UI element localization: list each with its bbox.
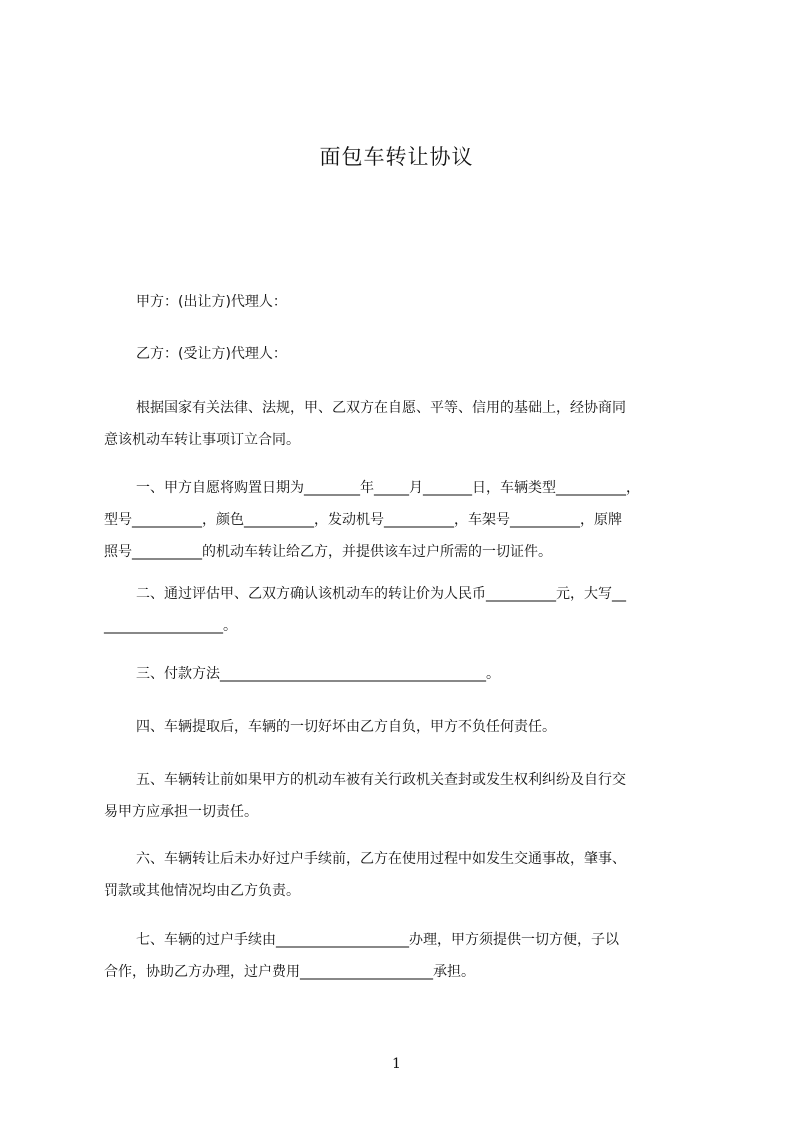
party-b-text: 乙方：(受让方)代理人： [136, 346, 287, 362]
clause-6-line-2: 罚款或其他情况均由乙方负责。 [104, 883, 300, 899]
document-title: 面包车转让协议 [319, 145, 474, 169]
clause-1-line-2: 型号__________，颜色__________，发动机号__________，车架号__________，原牌 [104, 512, 622, 528]
page-number: 1 [392, 1056, 401, 1072]
clause-5-line-1: 五、车辆转让前如果甲方的机动车被有关行政机关查封或发生权利纠纷及自行交 [136, 772, 626, 788]
clause-2-line-2: _________________。 [104, 618, 237, 634]
clause-1-line-3: 照号__________的机动车转让给乙方，并提供该车过户所需的一切证件。 [104, 544, 552, 560]
clause-1-line-1: 一、甲方自愿将购置日期为________年_____月_______日，车辆类型__________， [136, 480, 640, 496]
clause-3-text: 三、付款方法______________________________________。 [136, 666, 500, 682]
clause-7-line-2: 合作，协助乙方办理，过户费用___________________承担。 [104, 964, 475, 980]
party-a-line [104, 286, 704, 318]
clause-2-line-1: 二、通过评估甲、乙双方确认该机动车的转让价为人民币__________元，大写__ [136, 586, 626, 602]
clause-3-paragraph [104, 658, 704, 690]
preamble-line-2: 意该机动车转让事项订立合同。 [104, 432, 300, 448]
clause-5-line-2: 易甲方应承担一切责任。 [104, 804, 258, 820]
clause-6-paragraph [104, 843, 704, 907]
preamble-paragraph [104, 392, 704, 456]
clause-1-paragraph [104, 472, 704, 568]
party-a-text: 甲方：(出让方)代理人： [136, 294, 287, 310]
clause-7-line-1: 七、车辆的过户手续由___________________办理，甲方须提供一切方便，子以 [136, 932, 619, 948]
clause-7-paragraph [104, 924, 704, 988]
clause-6-line-1: 六、车辆转让后未办好过户手续前，乙方在使用过程中如发生交通事故，肇事、 [136, 851, 626, 867]
party-b-line [104, 338, 704, 370]
clause-5-paragraph [104, 764, 704, 828]
preamble-line-1: 根据国家有关法律、法规，甲、乙双方在自愿、平等、信用的基础上，经协商同 [136, 400, 626, 416]
clause-4-text: 四、车辆提取后，车辆的一切好坏由乙方自负，甲方不负任何责任。 [136, 719, 556, 735]
clause-4-paragraph [104, 711, 704, 743]
clause-2-paragraph [104, 578, 704, 642]
